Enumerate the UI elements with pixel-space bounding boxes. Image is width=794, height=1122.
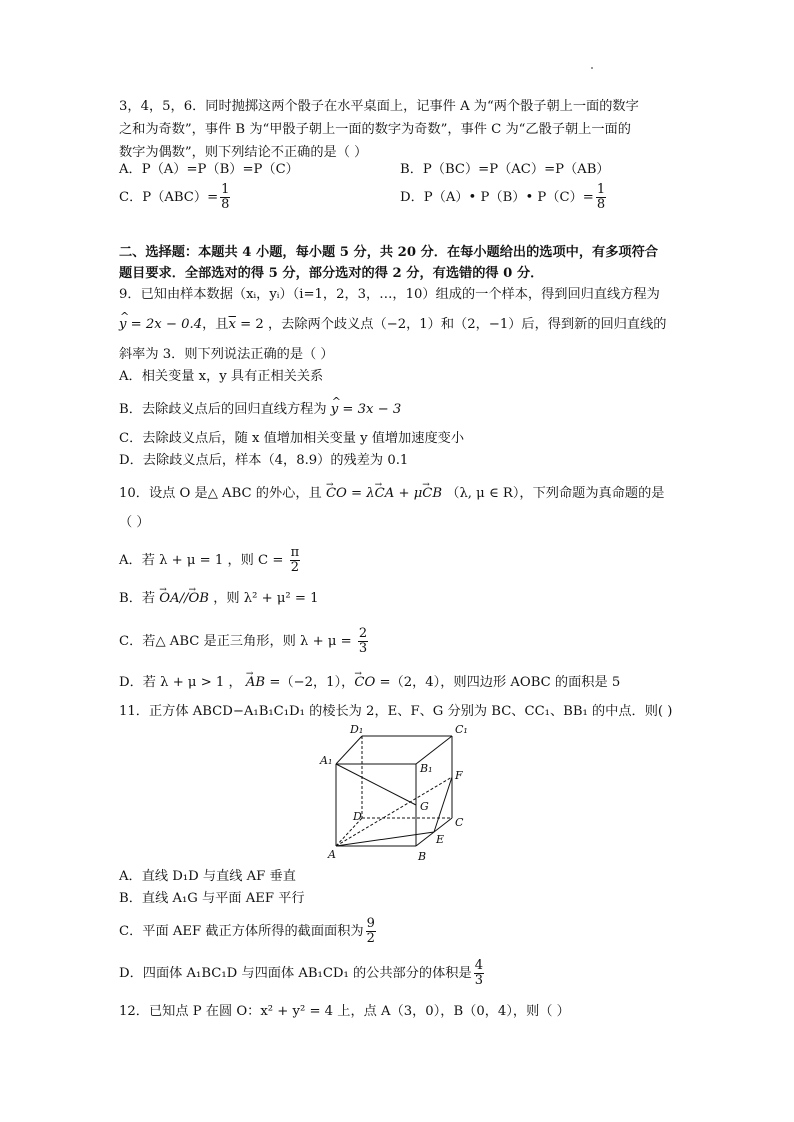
q10-option-d-text: D．若 λ + μ > 1 ， [119,675,246,690]
q8-option-c [119,183,232,212]
q8-option-d-fraction [596,183,606,212]
q8-option-d [400,183,608,212]
label-a1: A₁ [320,754,333,767]
fraction-denominator: 8 [596,197,606,212]
q10-vector-cb: → CB [422,485,442,503]
q9-line3: 斜率为 3．则下列说法正确的是（ ） [119,347,334,362]
fraction-numerator: 1 [596,182,606,197]
fraction-numerator: π [290,545,300,560]
fraction-denominator: 8 [221,197,230,212]
q9-option-b-text: B．去除歧义点后的回归直线方程为 [119,402,331,417]
label-c1: C₁ [455,723,468,736]
q11-option-d-fraction [474,959,484,988]
q10-vector-oa: → OA [159,590,179,608]
q8-line2: 之和为奇数”，事件 B 为“甲骰子朝上一面的数字为奇数”，事件 C 为“乙骰子朝上一面的 [119,122,631,137]
q10-text3: + μ [394,486,423,501]
label-a: A [328,848,336,861]
q10-vector-ob: → OB [189,590,210,608]
q10-option-b-rest: ，则 λ² + μ² = 1 [209,591,319,606]
q9-line2-rest: = 2 ，去除两个歧义点（−2，1）和（2，−1）后，得到新的回归直线的 [235,317,667,332]
segment-a1-g [336,764,416,805]
q9-line1: 9．已知由样本数据（xᵢ，yᵢ）（i=1，2，3，…，10）组成的一个样本，得到回归直线方程为 [119,287,660,302]
q11-option-a: A．直线 D₁D 与直线 AF 垂直 [119,869,296,884]
fraction-numerator: 4 [474,958,483,973]
page-dot [591,67,593,69]
q8-option-d-text: D．P（A）• P（B）• P（C）= [400,190,594,205]
q10-option-c-fraction [358,627,368,656]
q10-option-d [119,674,620,692]
fraction-numerator: 2 [358,626,368,641]
fraction-denominator: 3 [358,641,368,656]
q9-option-a: A．相关变量 x，y 具有正相关关系 [119,369,324,384]
q10-option-d-text2: =（−2，1）， [265,675,355,690]
q10-vector-ab: → AB [246,674,265,692]
q10-vector-co: → CO [326,485,347,503]
q9-option-b [119,401,401,419]
q10-option-a-text: A．若 λ + μ = 1 ，则 C = [119,553,288,568]
q10-vector-ca: → CA [375,485,395,503]
fraction-numerator: 1 [221,182,230,197]
fraction-denominator: 3 [474,973,483,988]
label-b1: B₁ [420,762,433,775]
q8-option-b: B．P（BC）=P（AC）=P（AB） [400,162,610,177]
q10-option-b [119,590,319,608]
section2-heading-line2: 题目要求．全部选对的得 5 分，部分选对的得 2 分，有选错的得 0 分． [119,266,544,281]
label-d1: D₁ [350,723,364,736]
q8-option-c-fraction [220,183,230,212]
fraction-denominator: 2 [366,931,375,946]
q9-option-d: D．去除歧义点后，样本（4，8.9）的残差为 0.1 [119,453,409,468]
q10-option-a-fraction [290,546,301,575]
label-b: B [418,850,427,863]
q10-option-d-rest: =（2，4），则四边形 AOBC 的面积是 5 [375,675,621,690]
q8-line3: 数字为偶数”，则下列结论不正确的是（ ） [119,145,368,160]
q12-line1: 12．已知点 P 在圆 O：x² + y² = 4 上，点 A（3，0），B（0，4），则（ ） [119,1004,570,1019]
q9-line2 [119,316,667,334]
label-g: G [420,800,429,813]
q10-text2: = λ [346,486,375,501]
q10-option-a [119,546,302,575]
q10-vector-co: → CO [354,674,375,692]
label-f: F [455,769,463,782]
q9-regression-eq: ^ y = 2x − 0.4 [119,316,202,334]
q10-option-c [119,627,370,656]
q8-option-a: A．P（A）=P（B）=P（C） [119,162,299,177]
fraction-numerator: 9 [366,916,375,931]
q10-line2: （ ） [119,515,150,530]
segment-e-f [434,777,452,832]
q8-option-c-text: C．P（ABC）= [119,190,219,205]
section2-heading-line1: 二、选择题：本题共 4 小题，每小题 5 分，共 20 分．在每小题给出的选项中，有多项符合 [119,245,658,260]
q9-line2-text: ，且 [202,317,229,332]
q11-line1: 11．正方体 ABCD−A₁B₁C₁D₁ 的棱长为 2，E、F、G 分别为 BC、CC₁、BB₁ 的中点．则( ) [119,704,673,719]
label-e: E [436,833,445,846]
q10-text4: （λ, μ ∈ R），下列命题为真命题的是 [442,486,665,501]
label-d: D [353,810,362,823]
q11-option-c-text: C．平面 AEF 截正方体所得的截面面积为 [119,924,364,939]
q11-option-d [119,959,486,988]
edge-a1-d1 [336,736,362,764]
q11-option-b: B．直线 A₁G 与平面 AEF 平行 [119,891,305,906]
q9-option-c: C．去除歧义点后，随 x 值增加相关变量 y 值增加速度变小 [119,431,465,446]
q9-mean-x: $\overline{x}$ [228,317,236,332]
q11-option-c-fraction [366,917,376,946]
q10-line1 [119,485,664,503]
q8-line1: 3，4，5，6．同时抛掷这两个骰子在水平桌面上，记事件 A 为“两个骰子朝上一面的数字 [119,99,639,114]
label-c: C [455,816,464,829]
q10-option-c-text: C．若△ ABC 是正三角形，则 λ + μ = [119,634,356,649]
edge-b1-c1 [416,736,452,764]
q11-option-d-text: D．四面体 A₁BC₁D 与四面体 AB₁CD₁ 的公共部分的体积是 [119,966,472,981]
fraction-denominator: 2 [290,560,299,575]
cube-figure [318,722,478,864]
q11-option-c [119,917,378,946]
q10-parallel-sign: // [179,591,189,606]
q10-text1: 10．设点 O 是△ ABC 的外心，且 [119,486,326,501]
q10-option-b-text: B．若 [119,591,160,606]
q9-option-b-eq: ^ y = 3x − 3 [331,401,402,419]
